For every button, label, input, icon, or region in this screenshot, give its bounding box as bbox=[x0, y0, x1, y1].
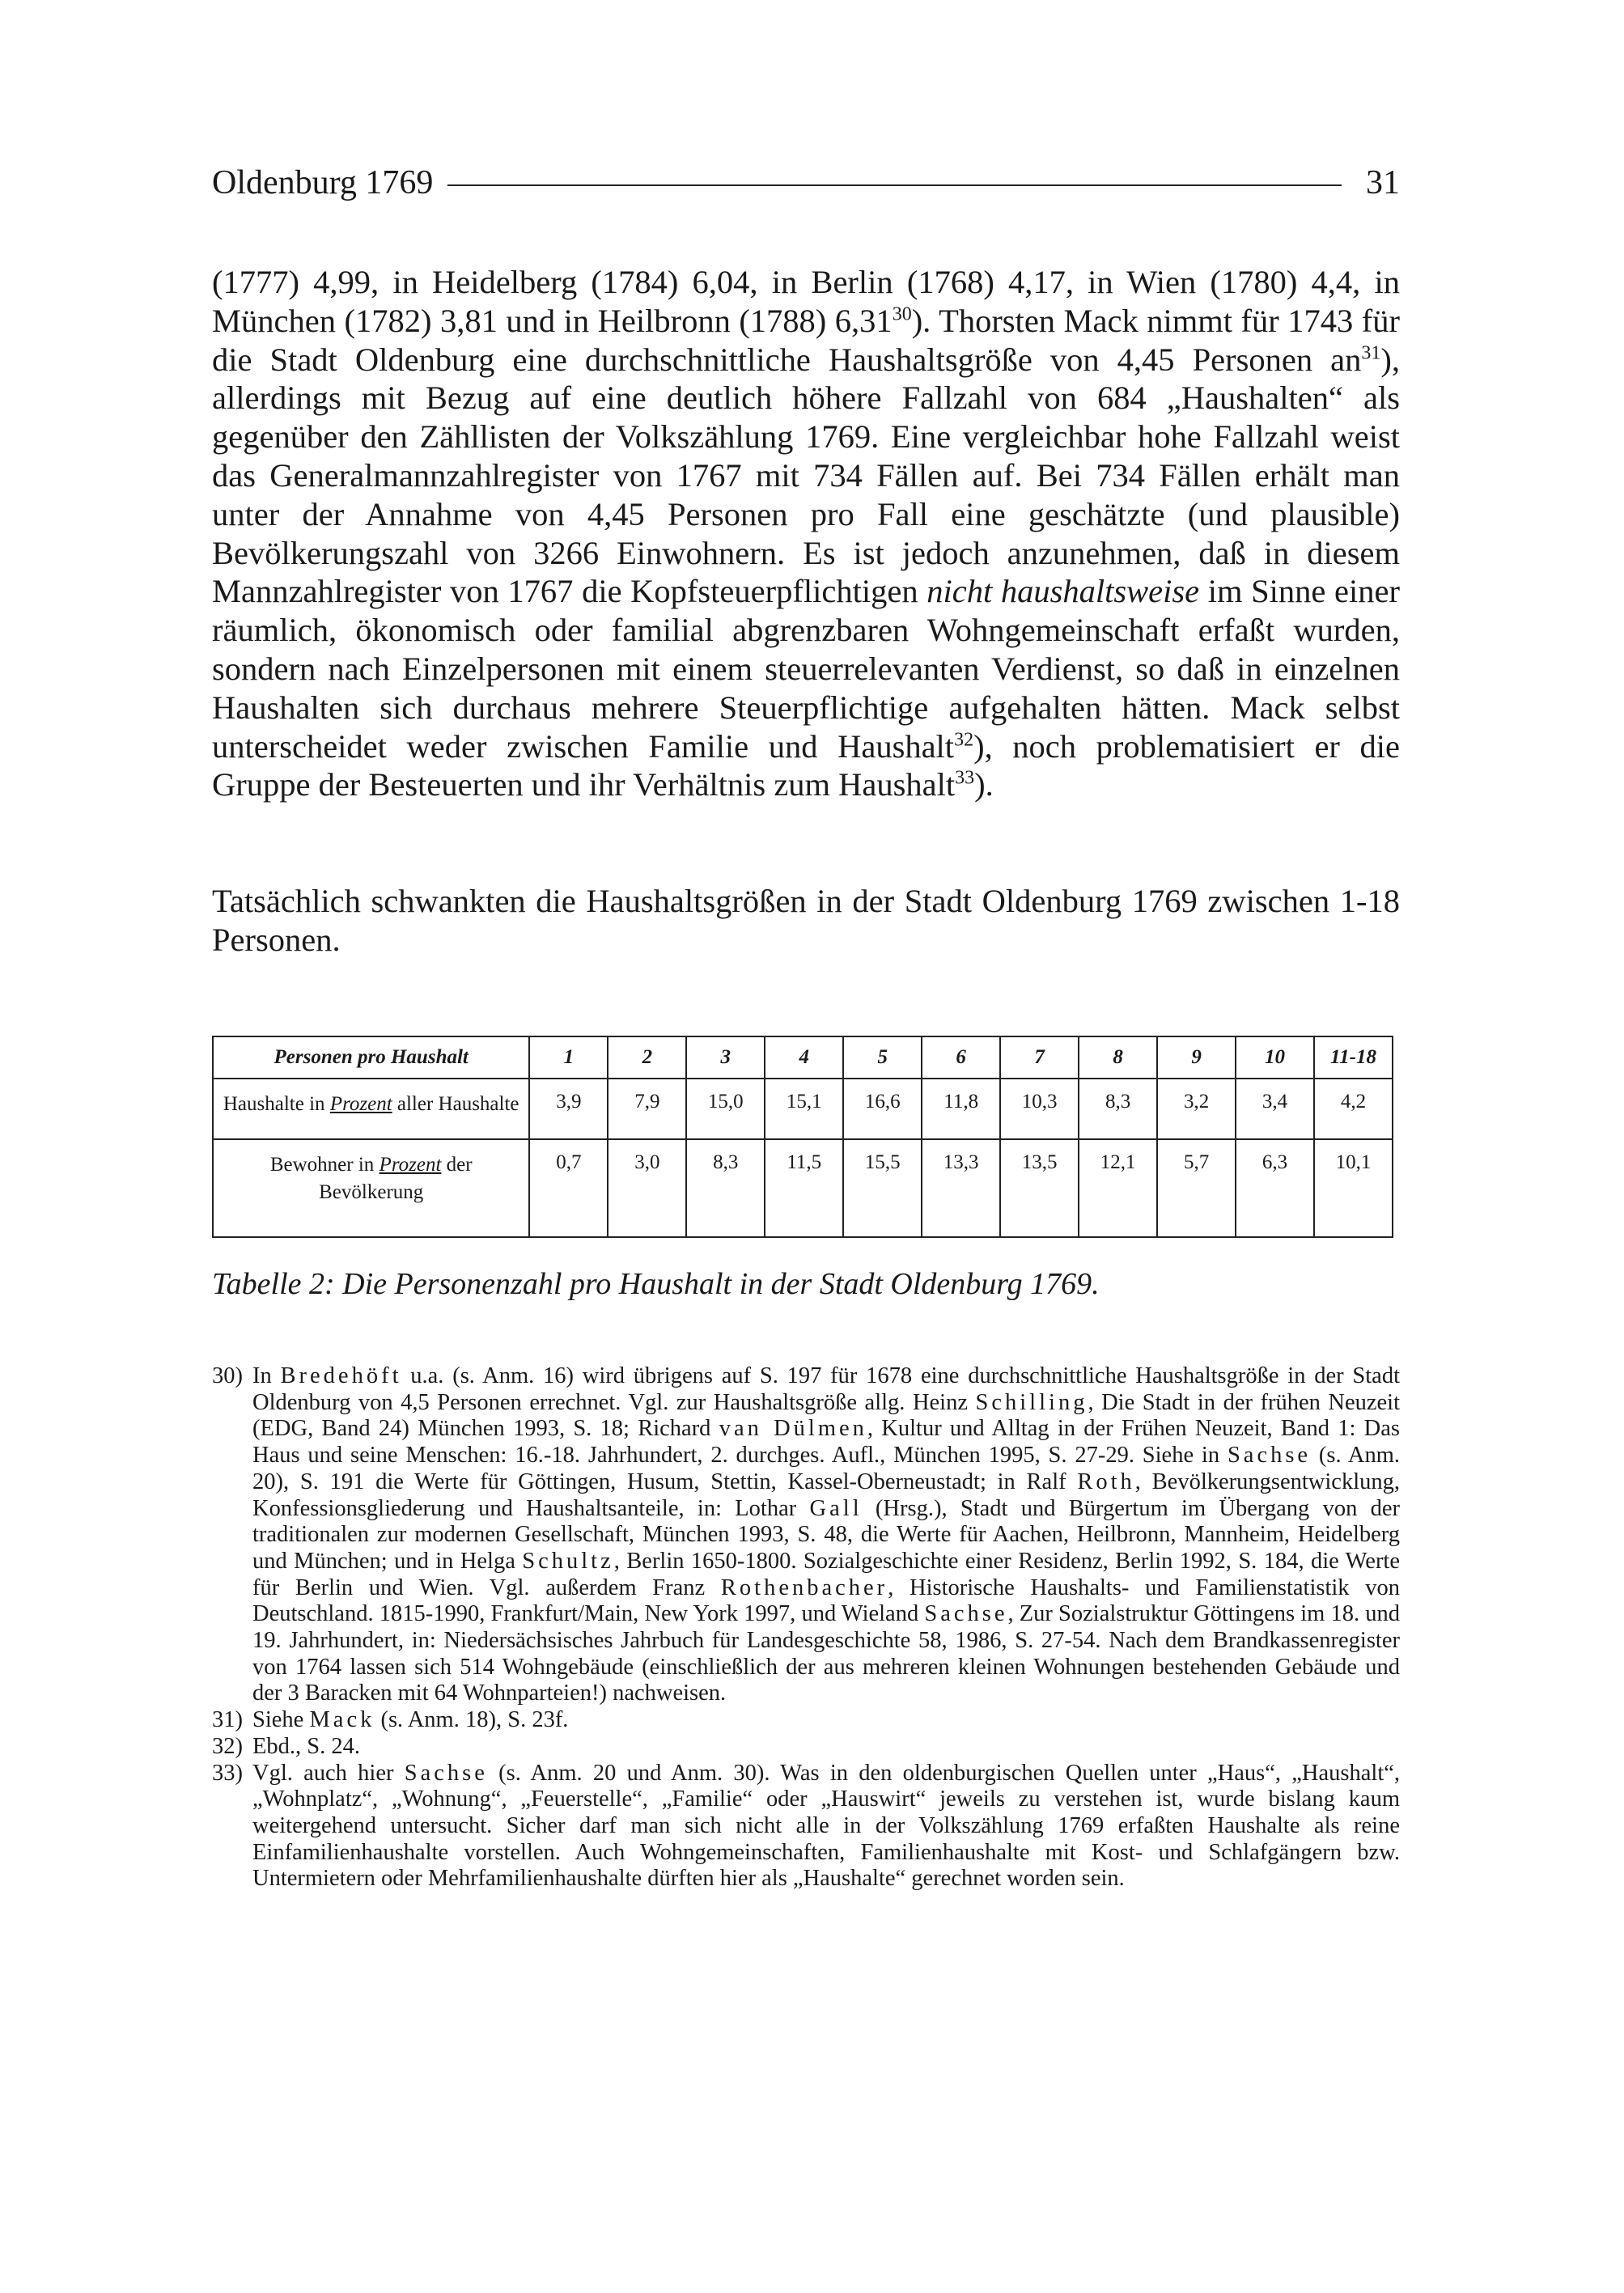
footnote-30 bbox=[212, 1363, 1400, 1707]
table-caption: Tabelle 2: Die Personenzahl pro Haushalt in der Stadt Oldenburg 1769. bbox=[212, 1267, 1100, 1301]
table-cell: 6,3 bbox=[1236, 1139, 1314, 1237]
table-cell: 10,3 bbox=[1000, 1079, 1079, 1139]
footnote-number: 32) bbox=[212, 1733, 243, 1759]
footnote-ref-30[interactable]: 30 bbox=[892, 303, 912, 325]
text-span: , Historische Haushalts- und Familienstatistik von Deutschland. 1815-1990, Frankfurt/Main, New York 1997, und Wieland bbox=[252, 1575, 1400, 1627]
footnotes bbox=[212, 1363, 1400, 1892]
footnote-33 bbox=[212, 1761, 1400, 1893]
footnote-31 bbox=[212, 1707, 1400, 1734]
table-col-header: 11-18 bbox=[1314, 1036, 1393, 1079]
table-col-header: 4 bbox=[765, 1036, 843, 1079]
footnote-text bbox=[252, 1761, 1400, 1893]
footnote-number: 31) bbox=[212, 1707, 243, 1733]
author-name: Sachse bbox=[404, 1760, 488, 1786]
table-row bbox=[213, 1079, 1393, 1139]
label-emphasis: Prozent bbox=[329, 1093, 392, 1115]
footnote-32 bbox=[212, 1734, 1400, 1761]
table-cell: 15,5 bbox=[843, 1139, 922, 1237]
footnote-text: Ebd., S. 24. bbox=[252, 1733, 361, 1759]
text-span: , Zur Sozialstruktur Göttingens im 18. und 19. Jahrhundert, in: Niedersächsisches Jahrbuch für Landesgeschichte 58, 1986, S. 27-54. Nach dem Brandkassenregister von 1764 lassen sich 514 Wohngebäude (einschließlich der aus mehreren kleinen Wohnungen bestehenden Gebäude und der 3 Baracken mit 64 Wohnparteien!) nachweisen. bbox=[252, 1601, 1400, 1706]
author-name: Sachse bbox=[924, 1601, 1008, 1627]
author-name: Rothenbacher bbox=[720, 1575, 888, 1600]
table-col-header: 9 bbox=[1157, 1036, 1236, 1079]
table-cell: 4,2 bbox=[1314, 1079, 1393, 1139]
table-cell: 3,0 bbox=[608, 1139, 686, 1237]
table-cell: 3,9 bbox=[529, 1079, 608, 1139]
text-span: ). bbox=[974, 766, 994, 803]
text-span: , Kultur und Alltag in der Frühen Neuzeit, Band 1: Das Haus und seine Menschen: 16.-18. Jahrhundert, 2. durchges. Aufl., München 1995, S. 27-29. Siehe in bbox=[252, 1416, 1401, 1469]
author-name: Schilling bbox=[975, 1389, 1088, 1415]
text-span: ). Thorsten Mack nimmt für 1743 für die Stadt Oldenburg eine durchschnittliche Haushaltsgröße von 4,45 Personen an bbox=[212, 302, 1400, 378]
emphasis-text: nicht haushaltsweise bbox=[926, 573, 1200, 610]
author-name: Mack bbox=[309, 1707, 375, 1733]
table-header-row bbox=[213, 1036, 1393, 1079]
table-cell: 12,1 bbox=[1079, 1139, 1157, 1237]
table-col-header: 6 bbox=[922, 1036, 1000, 1079]
table-cell: 7,9 bbox=[608, 1079, 686, 1139]
table-cell: 11,5 bbox=[765, 1139, 843, 1237]
body-paragraph-1 bbox=[212, 263, 1400, 804]
table-cell: 13,5 bbox=[1000, 1139, 1079, 1237]
text-span: ), allerdings mit Bezug auf eine deutlich höhere Fallzahl von 684 „Haushalten“ als gegenüber den Zähllisten der Volkszählung 1769. Eine vergleichbar hohe Fallzahl weist das Generalmannzahlregister von 1767 mit 734 Fällen auf. Bei 734 Fällen erhält man unter der Annahme von 4,45 Personen pro Fall eine geschätzte (und plausible) Bevölkerungszahl von 3266 Einwohnern. Es ist jedoch anzunehmen, daß in diesem Mannzahlregister von 1767 die Kopfsteuerpflichtigen bbox=[212, 341, 1400, 610]
text-span: ), noch problematisiert er die Gruppe der Besteuerten und ihr Verhältnis zum Haushalt bbox=[212, 727, 1400, 803]
header-rule bbox=[447, 184, 1342, 186]
text-span: u.a. (s. Anm. 16) wird übrigens auf S. 197 für 1678 eine durchschnittliche Haushaltsgröße in der Stadt Oldenburg von 4,5 Personen errechnet. Vgl. zur Haushaltsgröße allg. Heinz bbox=[252, 1363, 1401, 1415]
table-cell: 11,8 bbox=[922, 1079, 1000, 1139]
label-text: Bewohner in bbox=[269, 1154, 379, 1176]
table-cell: 5,7 bbox=[1157, 1139, 1236, 1237]
page-number: 31 bbox=[1366, 164, 1400, 201]
table-col-header: 5 bbox=[843, 1036, 922, 1079]
text-span: , Die Stadt in der frühen Neuzeit (EDG, Band 24) München 1993, S. 18; Richard bbox=[252, 1389, 1400, 1442]
author-name: Sachse bbox=[1227, 1443, 1312, 1469]
footnote-number: 33) bbox=[212, 1760, 243, 1786]
footnote-ref-32[interactable]: 32 bbox=[954, 729, 974, 751]
text-span: In bbox=[252, 1363, 281, 1388]
footnote-number: 30) bbox=[212, 1363, 243, 1388]
text-span: (s. Anm. 20 und Anm. 30). Was in den oldenburgischen Quellen unter „Haus“, „Haushalt“, „Wohnplatz“, „Wohnung“, „Feuerstelle“, „Familie“ oder „Hauswirt“ jeweils zu verstehen ist, wurde bislang kaum weitergehend untersucht. Sicher darf man sich nicht alle in der Volkszählung 1769 erfaßten Haushalte als reine Einfamilienhaushalte vorstellen. Auch Wohngemeinschaften, Familienhaushalte mit Kost- und Schlafgängern bzw. Untermietern oder Mehrfamilienhaushalte dürften hier als „Haushalte“ gerechnet worden sein. bbox=[252, 1760, 1401, 1892]
text-span: , Bevölkerungsentwicklung, Konfessionsgliederung und Haushaltsanteile, in: Lothar bbox=[252, 1469, 1400, 1521]
text-span: Siehe bbox=[252, 1707, 310, 1733]
text-span: , Berlin 1650-1800. Sozialgeschichte einer Residenz, Berlin 1992, S. 184, die Werte für Berlin und Wien. Vgl. außerdem Franz bbox=[252, 1548, 1400, 1600]
author-name: Bredehöft bbox=[280, 1363, 402, 1388]
table-col-header: 7 bbox=[1000, 1036, 1079, 1079]
text-span: Vgl. auch hier bbox=[252, 1760, 405, 1786]
table-header-label: Personen pro Haushalt bbox=[213, 1036, 529, 1079]
label-text: Haushalte in bbox=[223, 1093, 330, 1115]
table-cell: 15,0 bbox=[686, 1079, 765, 1139]
table-col-header: 8 bbox=[1079, 1036, 1157, 1079]
table-cell: 0,7 bbox=[529, 1139, 608, 1237]
table-cell: 3,2 bbox=[1157, 1079, 1236, 1139]
label-emphasis: Prozent bbox=[379, 1154, 442, 1176]
author-name: van Dülmen bbox=[719, 1416, 867, 1442]
table-cell: 8,3 bbox=[686, 1139, 765, 1237]
text-span: (1777) 4,99, in Heidelberg (1784) 6,04, in Berlin (1768) 4,17, in Wien (1780) 4,4, in München (1782) 3,81 und in Heilbronn (1788) 6,31 bbox=[212, 264, 1400, 339]
table-cell: 8,3 bbox=[1079, 1079, 1157, 1139]
footnote-text bbox=[252, 1707, 1400, 1734]
author-name: Schultz bbox=[522, 1548, 614, 1574]
table-cell: 3,4 bbox=[1236, 1079, 1314, 1139]
table-cell: 16,6 bbox=[843, 1079, 922, 1139]
running-header bbox=[212, 159, 1400, 207]
label-text: der Bevölkerung bbox=[319, 1154, 473, 1204]
household-size-table bbox=[212, 1036, 1393, 1238]
table-col-header: 2 bbox=[608, 1036, 686, 1079]
table-col-header: 1 bbox=[529, 1036, 608, 1079]
table-col-header: 10 bbox=[1236, 1036, 1314, 1079]
row-label-households bbox=[213, 1079, 529, 1139]
header-title: Oldenburg 1769 bbox=[212, 164, 434, 201]
table-col-header: 3 bbox=[686, 1036, 765, 1079]
body-paragraph-2: Tatsächlich schwankten die Haushaltsgrößen in der Stadt Oldenburg 1769 zwischen 1-18 Personen. bbox=[212, 883, 1400, 958]
text-span: im Sinne einer räumlich, ökonomisch oder familial abgrenzbaren Wohngemeinschaft erfaßt wurden, sondern nach Einzelpersonen mit einem steuerrelevanten Verdienst, so daß in einzelnen Haushalten sich durchaus mehrere Steuerpflichtige aufgehalten hätten. Mack selbst unterscheidet weder zwischen Familie und Haushalt bbox=[212, 573, 1400, 765]
table-cell: 13,3 bbox=[922, 1139, 1000, 1237]
row-label-residents bbox=[213, 1139, 529, 1237]
author-name: Gall bbox=[809, 1495, 863, 1521]
table-cell: 10,1 bbox=[1314, 1139, 1393, 1237]
footnote-ref-33[interactable]: 33 bbox=[955, 767, 975, 789]
author-name: Roth bbox=[1077, 1469, 1135, 1494]
text-span: (Hrsg.), Stadt und Bürgertum im Übergang von der traditionalen zur modernen Gesellschaft, München 1993, S. 48, die Werte für Aachen, Heilbronn, Mannheim, Heidelberg und München; und in Helga bbox=[252, 1495, 1400, 1574]
footnote-text bbox=[252, 1363, 1400, 1707]
table-cell: 15,1 bbox=[765, 1079, 843, 1139]
table-row bbox=[213, 1139, 1393, 1237]
footnote-ref-31[interactable]: 31 bbox=[1361, 342, 1381, 364]
text-span: (s. Anm. 20), S. 191 die Werte für Göttingen, Husum, Stettin, Kassel-Oberneustadt; in Ralf bbox=[252, 1443, 1400, 1494]
label-text: aller Haushalte bbox=[392, 1093, 519, 1115]
text-span: (s. Anm. 18), S. 23f. bbox=[375, 1707, 569, 1733]
